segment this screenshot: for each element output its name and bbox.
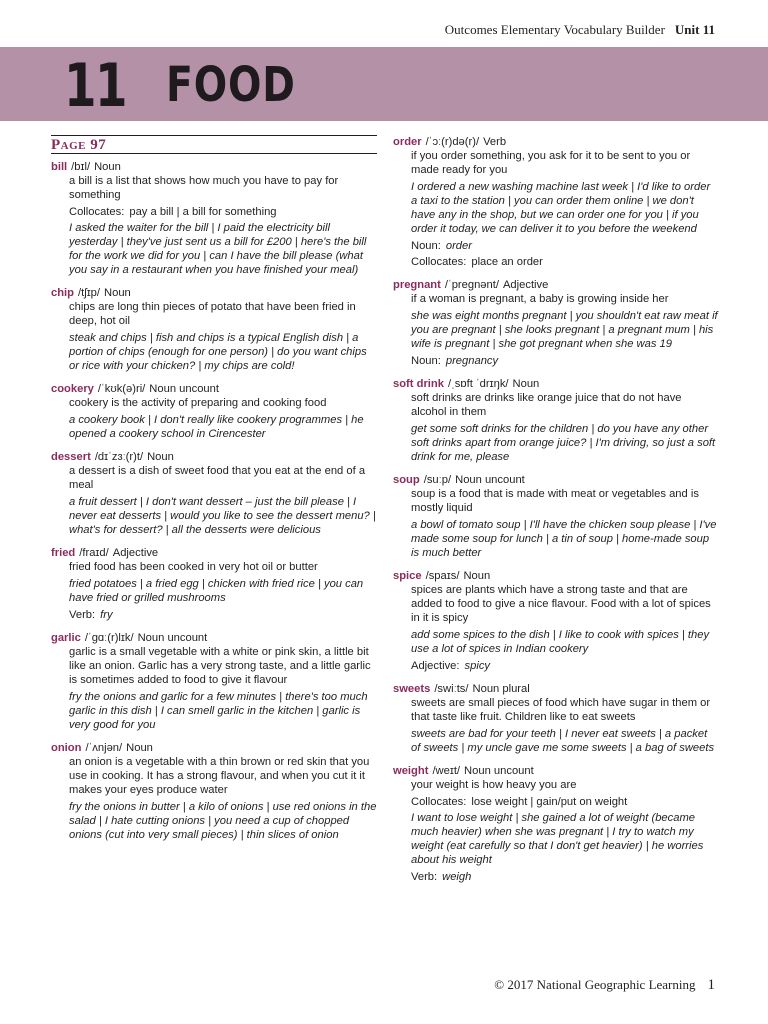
- headword-line: [51, 450, 377, 464]
- examples: steak and chips | fish and chips is a typical English dish | a portion of chips (enough for one person) | do you want chips or rice with your chicken? | my chips are cold!: [69, 332, 367, 372]
- entry-body: [51, 174, 377, 277]
- headword-line: [51, 286, 377, 300]
- examples: get some soft drinks for the children | do you have any other soft drinks apart from orange juice? | I'm driving, so just a soft drink for me, please: [411, 423, 716, 463]
- entry-body: [393, 292, 719, 368]
- book-title: Outcomes Elementary Vocabulary Builder: [444, 22, 665, 37]
- definition: if you order something, you ask for it to be sent to you or made ready for you: [411, 150, 691, 176]
- part-of-speech: Noun: [463, 570, 491, 582]
- headword: weight: [393, 765, 429, 777]
- dictionary-entry: [393, 764, 719, 884]
- pronunciation: /weɪt/: [432, 765, 461, 777]
- part-of-speech: Adjective: [502, 279, 549, 291]
- note-label: Noun:: [411, 240, 441, 252]
- entry-note: [411, 255, 719, 269]
- part-of-speech: Noun: [126, 742, 153, 754]
- pronunciation: /ˈpreɡnənt/: [444, 279, 499, 291]
- definition: spices are plants which have a strong taste and that are added to food to give a nice flavour. Food with a lot of spices in it is spicy: [411, 584, 711, 624]
- entry-note: [411, 659, 719, 673]
- headword-line: [393, 135, 719, 149]
- examples: I ordered a new washing machine last week | I'd like to order a taxi to the station | you can order them online | we don't have any in the shop, but we can order one for you | if you order it today, we can deliver it to you before the weekend: [411, 181, 711, 235]
- entry-body: [393, 778, 719, 884]
- part-of-speech: Noun plural: [472, 683, 530, 695]
- right-entries: [393, 135, 719, 884]
- unit-number: 11: [64, 51, 127, 121]
- definition: cookery is the activity of preparing and cooking food: [69, 397, 327, 409]
- headword: pregnant: [393, 279, 441, 291]
- note-value: pay a bill | a bill for something: [129, 206, 277, 218]
- entry-body: [51, 755, 377, 842]
- note-label: Verb:: [69, 609, 96, 621]
- pronunciation: /ˈkʊk(ə)ri/: [97, 383, 146, 395]
- examples: sweets are bad for your teeth | I never eat sweets | a packet of sweets | my uncle gave me some sweets | a bag of sweets: [411, 728, 715, 754]
- headword-line: [393, 764, 719, 778]
- headword: cookery: [51, 383, 94, 395]
- dictionary-entry: [51, 631, 377, 732]
- entry-note: [411, 239, 719, 253]
- pronunciation: /ˈɔː(r)də(r)/: [425, 136, 480, 148]
- running-header: [445, 22, 715, 38]
- definition: if a woman is pregnant, a baby is growing inside her: [411, 293, 669, 305]
- definition: a bill is a list that shows how much you have to pay for something: [69, 175, 339, 201]
- unit-label: Unit 11: [674, 22, 715, 37]
- page-number: 1: [707, 977, 715, 993]
- headword-line: [51, 741, 377, 755]
- dictionary-entry: [51, 160, 377, 277]
- dictionary-entry: [51, 450, 377, 537]
- headword-line: [393, 682, 719, 696]
- headword: order: [393, 136, 422, 148]
- dictionary-entry: [393, 682, 719, 755]
- entry-note: [411, 354, 719, 368]
- headword-line: [393, 473, 719, 487]
- examples: fry the onions in butter | a kilo of onions | use red onions in the salad | I hate cutting onions | you need a cup of chopped onions (cut into very small pieces) | thin slices of onion: [69, 801, 377, 841]
- note-value: spicy: [464, 660, 491, 672]
- copyright: © 2017 National Geographic Learning: [494, 977, 696, 992]
- dictionary-entry: [51, 741, 377, 842]
- part-of-speech: Noun: [147, 451, 174, 463]
- pronunciation: /suːp/: [423, 474, 452, 486]
- pronunciation: /dɪˈzɜː(r)t/: [94, 451, 144, 463]
- headword: onion: [51, 742, 82, 754]
- part-of-speech: Adjective: [112, 547, 159, 559]
- dictionary-entry: [51, 546, 377, 622]
- definition: an onion is a vegetable with a thin brown or red skin that you use in cooking. It has a strong flavour, and when you cut it it makes your eyes produce water: [69, 756, 370, 796]
- part-of-speech: Noun uncount: [464, 765, 534, 777]
- note-value: pregnancy: [445, 355, 499, 367]
- headword: soft drink: [393, 378, 444, 390]
- dictionary-entry: [393, 473, 719, 560]
- note-label: Collocates:: [69, 206, 125, 218]
- examples: she was eight months pregnant | you shouldn't eat raw meat if you are pregnant | she looks pregnant | a pregnant mum | his wife is pregnant | she got pregnant when she was 19: [411, 310, 718, 350]
- headword-line: [51, 546, 377, 560]
- note-label: Verb:: [411, 871, 438, 883]
- note-value: lose weight | gain/put on weight: [471, 796, 628, 808]
- entry-body: [393, 149, 719, 269]
- entry-body: [51, 464, 377, 537]
- note-label: Collocates:: [411, 256, 467, 268]
- page-heading: Page 97: [51, 135, 377, 154]
- left-column: [51, 135, 377, 851]
- dictionary-entry: [393, 569, 719, 673]
- examples: I asked the waiter for the bill | I paid the electricity bill yesterday | they've just sent us a bill for £200 | here's the bill for the work we did for you | can I have the bill please (what you say in a restaurant when you have finished your meal): [69, 222, 367, 276]
- part-of-speech: Noun uncount: [455, 474, 525, 486]
- entry-body: [393, 583, 719, 673]
- examples: fried potatoes | a fried egg | chicken with fried rice | you can have fried or grilled mushrooms: [69, 578, 364, 604]
- note-label: Noun:: [411, 355, 441, 367]
- headword: spice: [393, 570, 422, 582]
- page-footer: [494, 977, 715, 994]
- part-of-speech: Noun: [94, 161, 121, 173]
- examples: a bowl of tomato soup | I'll have the chicken soup please | I've made some soup for lunch | a tin of soup | home-made soup is much better: [411, 519, 717, 559]
- definition: soft drinks are drinks like orange juice that do not have alcohol in them: [411, 392, 682, 418]
- headword-line: [393, 278, 719, 292]
- part-of-speech: Noun: [104, 287, 131, 299]
- entry-body: [51, 645, 377, 732]
- dictionary-entry: [393, 135, 719, 269]
- entry-body: [393, 391, 719, 464]
- dictionary-entry: [393, 278, 719, 368]
- headword-line: [393, 569, 719, 583]
- pronunciation: /ˌsɒft ˈdrɪŋk/: [447, 378, 509, 390]
- definition: garlic is a small vegetable with a white or pink skin, a little bit like an onion. Garlic has a very strong taste, and a little garlic is sometimes added to food to give it flavour: [69, 646, 371, 686]
- headword-line: [51, 382, 377, 396]
- part-of-speech: Noun uncount: [149, 383, 219, 395]
- examples: I want to lose weight | she gained a lot of weight (became much heavier) when she was pregnant | I try to watch my weight (eat carefully so that I don't get heavier) | he worries about his weight: [411, 812, 704, 866]
- examples: fry the onions and garlic for a few minutes | there's too much garlic in this dish | I can smell garlic in the kitchen | garlic is very good for you: [69, 691, 368, 731]
- left-entries: [51, 160, 377, 842]
- part-of-speech: Noun: [512, 378, 540, 390]
- headword: garlic: [51, 632, 81, 644]
- headword: dessert: [51, 451, 91, 463]
- pronunciation: /bɪl/: [71, 161, 91, 173]
- pronunciation: /fraɪd/: [79, 547, 109, 559]
- note-value: weigh: [442, 871, 472, 883]
- unit-title: FOOD: [166, 57, 296, 113]
- note-label: Adjective:: [411, 660, 460, 672]
- headword-line: [51, 631, 377, 645]
- headword-line: [51, 160, 377, 174]
- entry-note: [411, 870, 719, 884]
- definition: a dessert is a dish of sweet food that you eat at the end of a meal: [69, 465, 366, 491]
- part-of-speech: Verb: [483, 136, 507, 148]
- note-value: place an order: [471, 256, 543, 268]
- headword: soup: [393, 474, 420, 486]
- examples: a fruit dessert | I don't want dessert – just the bill please | I never eat desserts | would you like to see the dessert menu? | what's for dessert? | all the desserts were delicious: [69, 496, 376, 536]
- definition: soup is a food that is made with meat or vegetables and is mostly liquid: [411, 488, 699, 514]
- headword: bill: [51, 161, 68, 173]
- dictionary-entry: [393, 377, 719, 464]
- pronunciation: /ˈɡɑː(r)lɪk/: [84, 632, 134, 644]
- entry-note: [411, 795, 719, 809]
- examples: a cookery book | I don't really like cookery programmes | he opened a cookery school in Cirencester: [69, 414, 364, 440]
- dictionary-entry: [51, 382, 377, 441]
- part-of-speech: Noun uncount: [137, 632, 208, 644]
- pronunciation: /ˈʌnjən/: [85, 742, 123, 754]
- definition: your weight is how heavy you are: [411, 779, 577, 791]
- note-value: fry: [100, 609, 113, 621]
- headword-line: [393, 377, 719, 391]
- entry-body: [51, 396, 377, 441]
- right-column: [393, 135, 719, 893]
- definition: sweets are small pieces of food which have sugar in them or that taste like fruit. Children like to eat sweets: [411, 697, 711, 723]
- entry-note: [69, 608, 377, 622]
- definition: fried food has been cooked in very hot oil or butter: [69, 561, 318, 573]
- entry-note: [69, 205, 377, 219]
- headword: chip: [51, 287, 74, 299]
- pronunciation: /swiːts/: [434, 683, 469, 695]
- examples: add some spices to the dish | I like to cook with spices | they use a lot of spices in Indian cookery: [411, 629, 710, 655]
- note-label: Collocates:: [411, 796, 467, 808]
- pronunciation: /spaɪs/: [425, 570, 460, 582]
- pronunciation: /tʃɪp/: [78, 287, 101, 299]
- unit-banner: [0, 47, 768, 121]
- dictionary-entry: [51, 286, 377, 373]
- definition: chips are long thin pieces of potato that have been fried in deep, hot oil: [69, 301, 356, 327]
- entry-body: [51, 560, 377, 622]
- entry-body: [393, 487, 719, 560]
- entry-body: [51, 300, 377, 373]
- headword: fried: [51, 547, 76, 559]
- entry-body: [393, 696, 719, 755]
- headword: sweets: [393, 683, 431, 695]
- note-value: order: [445, 240, 472, 252]
